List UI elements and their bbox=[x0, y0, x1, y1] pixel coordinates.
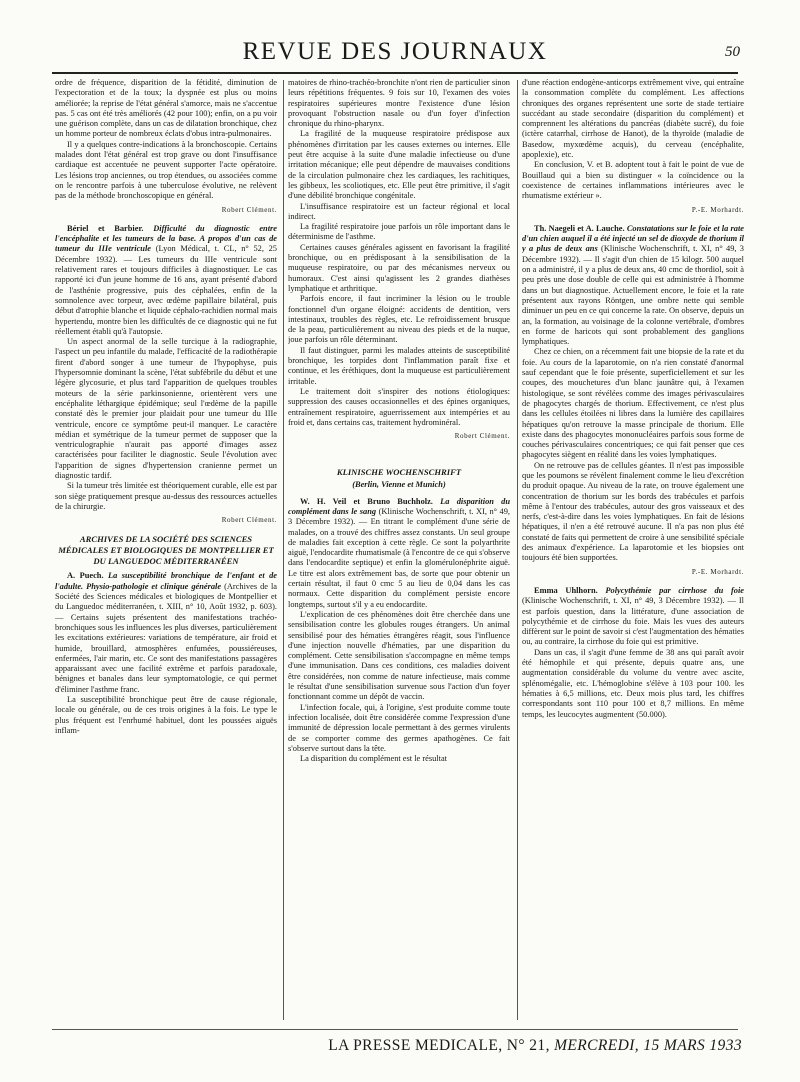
page-number: 50 bbox=[725, 44, 740, 60]
article-entry bbox=[522, 224, 744, 348]
paragraph: d'une réaction endogène-anticorps extrêmement vive, qui entraîne la consommation complète du complément. Les affections chroniques des organes représentent une sorte de stade tertiaire succédant au stade secondaire (disparition du complément) et comprennent les altérations du pancréas (diabète sucré), du foie (ictère catarrhal, cirrhose de Hanot), de la thyroïde (maladie de Basedow, myxœdème acquis), du cerveau (encéphalite, apoplexie), etc. bbox=[522, 78, 744, 160]
column-3 bbox=[522, 78, 744, 1026]
article-title: Polycythémie par cirrhose du foie bbox=[605, 585, 744, 595]
journal-section-heading: KLINISCHE WOCHENSCHRIFT bbox=[336, 467, 462, 478]
paragraph: L'explication de ces phénomènes doit être cherchée dans une sensibilisation contre les globules rouges étrangers. Un animal sensibilisé pour des hématies étrangères réagit, sous l'influence d'une injection nouvelle d'hématies, par une disparition du complément. Cette sensibilisation s'accompagne en même temps d'une immunisation. Dans ces conditions, ces maladies doivent être considérées, non comme de nature infectieuse, mais comme le résultat d'une sensibilisation survenue sous l'action d'un foyer fonctionnant comme un dépôt de vaccin. bbox=[288, 609, 510, 702]
paragraph: L'insuffisance respiratoire est un facteur régional et local indirect. bbox=[288, 201, 510, 221]
paragraph: La fragilité respiratoire joue parfois un rôle important dans le déterminisme de l'asthme. bbox=[288, 222, 510, 242]
author-signature: P.-E. Morhardt. bbox=[691, 205, 744, 214]
article-body: (Lyon Médical, t. CL, n° 52, 25 Décembre 1932). — Les tumeurs du IIIe ventricule sont relativement rares et toujours difficiles à diagnostiquer. Le cas rapporté ici d'un jeune homme de 16 ans, ayant présenté d'abord de l'asthénie progressive, puis des céphalées, enfin de la somnolence avec torpeur, avec œdème papillaire bilatéral, puis début d'atrophie blanche et liquide céphalo-rachidien normal mais hypertendu, montre bien les difficultés de ce diagnostic qui ne fut réellement établi qu'à l'autopsie. bbox=[55, 244, 277, 336]
journal-section-subheading: (Berlin, Vienne et Munich) bbox=[352, 480, 446, 490]
article-body: (Archives de la Société des Sciences médicales et biologiques de Montpellier et du Languedoc méditerranéen, t. XIII, n° 10, Août 1932, p. 603). — Certains sujets présentent des manifestations trachéo-bronchiques sous les influences les plus diverses, particulièrement les excitations extérieures: variations de température, air froid et humide, brouillard, atmosphères enfumées, poussiéreuses, enfermées, l'air marin, etc. Ce sont des manifestations passagères apparaissant avec une facilité extrême et parfois paradoxale, bénignes et banales dans leur symptomatologie, ce qui permet d'éliminer l'asthme franc. bbox=[55, 581, 277, 694]
page-footer bbox=[150, 1037, 742, 1055]
column-1 bbox=[55, 78, 277, 1026]
article-authors: W. H. Veil et Bruno Buchholz. bbox=[300, 496, 433, 506]
footer-date: MERCREDI, 15 MARS 1933 bbox=[554, 1037, 742, 1054]
column-divider bbox=[283, 80, 284, 1020]
author-signature: P.-E. Morhardt. bbox=[691, 567, 744, 576]
article-authors: Th. Naegeli et A. Lauche. bbox=[534, 223, 625, 233]
article-authors: Bériel et Barbier. bbox=[67, 223, 144, 233]
column-divider bbox=[517, 80, 518, 1020]
paragraph: La susceptibilité bronchique peut être de cause régionale, locale ou générale, ou de ces trois origines à la fois. Le type le plus fréquent est l'enrhumé habituel, dont les poussées aiguës inflam- bbox=[55, 695, 277, 735]
article-body: (Klinische Wochenschrift, t. XI, n° 49, 3 Décembre 1932). — Il s'agit d'un chien de 15 kilogr. 500 auquel on a administré, il y a plus de deux ans, 40 cmc de thordiol, soit à peu près une dose double de celle qui est administrée à l'homme dans un but diagnostique. Actuellement encore, le foie et la rate présentent aux rayons Röntgen, une ombre nette qui semble diminuer un peu en ce qui concerne la rate. On observe, depuis un an, la formation, au voisinage de la colonne vertébrale, d'ombres en forme de haricots qui sont probablement des ganglions lymphatiques. bbox=[522, 244, 744, 347]
paragraph: matoires de rhino-trachéo-bronchite n'ont rien de particulier sinon leurs répétitions fréquentes. 9 fois sur 10, l'examen des voies respiratoires supérieures montre l'existence d'une lésion provoquant l'obstruction nasale ou d'un foyer d'infection chronique du rhino-pharynx. bbox=[288, 78, 510, 129]
paragraph: Si la tumeur très limitée est théoriquement curable, elle est par son siège pratiquement presque au-dessus des ressources actuelles de la chirurgie. bbox=[55, 481, 277, 511]
article-entry bbox=[55, 571, 277, 695]
paragraph: La fragilité de la muqueuse respiratoire prédispose aux phénomènes d'irritation par les causes externes ou internes. Elle peut être acquise à la suite d'une maladie infectieuse ou d'une irritation mécanique; elle peut dépendre de mauvaises conditions de la circulation pulmonaire chez les cardiaques, les rachitiques, les gibbeux, les scoliotiques, etc. Elle peut être primitive, il s'agit d'une débilité bronchique congénitale. bbox=[288, 129, 510, 201]
author-signature: Robert Clément. bbox=[221, 516, 277, 525]
article-body: (Klinische Wochenschrift, t. XI, n° 49, 3 Décembre 1932). — En titrant le complément d'une série de malades, on a trouvé des chiffres assez constants. Un seul groupe de maladies fait exception à cette règle. Ce sont la polyarthrite aiguë, l'endocardite rhumatismale (à l'encontre de ce qui s'observe dans l'endocardite septique) et enfin la glomérulonéphrite aiguë. Le titre est alors extrêmement bas, de sorte que pour obtenir un certain résultat, il faut 0 cmc 5 au lieu de 0,04 dans les cas normaux. Cette disparition du complément persiste encore longtemps, surtout s'il y a eu endocardite. bbox=[288, 506, 510, 609]
article-entry bbox=[522, 586, 744, 648]
article-authors: A. Puech. bbox=[67, 571, 104, 581]
article-title: Difficulté du diagnostic entre l'encéphalite et les tumeurs de la base. A propos d'un cas de tumeur du IIIe ventricule bbox=[55, 223, 277, 254]
paragraph: ordre de fréquence, disparition de la fétidité, diminution de l'expectoration et de la toux; la dyspnée est plus ou moins améliorée; la reprise de l'état général s'amorce, mais ne s'accentue pas. 5 cas ont été très améliorés (42 pour 100); enfin, on a pu voir une guérison complète, dans un cas de dilatation bronchique, chez un homme porteur de nombreux éclats d'obus intra-pulmonaires. bbox=[55, 78, 277, 139]
article-entry bbox=[288, 497, 510, 610]
author-signature: Robert Clément. bbox=[221, 205, 277, 214]
footer-journal: LA PRESSE MEDICALE, N° 21, bbox=[328, 1037, 550, 1054]
paragraph: L'infection focale, qui, à l'origine, s'est produite comme toute infection localisée, doit être considérée comme l'expression d'une immunité de dépression locale permettant à des germes virulents de se comporter comme des germes apathogènes. Ce fait s'observe surtout dans la tête. bbox=[288, 702, 510, 753]
paragraph: Parfois encore, il faut incriminer la lésion ou le trouble fonctionnel d'un organe éloigné: accidents de dentition, vers intestinaux, troubles des règles, etc. Le refroidissement brusque de la peau, particulièrement au niveau des pieds et de la nuque, joue parfois un rôle déterminant. bbox=[288, 294, 510, 345]
article-body: (Klinische Wochenschrift, t. XI, n° 49, 3 Décembre 1932). — Il est parfois question, dans la littérature, d'une association de polycythémie et de cirrhose du foie. Mais les vues des auteurs diffèrent sur le point de savoir si c'est l'augmentation des hématies ou, au contraire, la cirrhose du foie qui est primitive. bbox=[522, 596, 744, 647]
paragraph: On ne retrouve pas de cellules géantes. Il n'est pas impossible que les poumons se révèlent finalement comme le lieu d'excrétion du produit opaque. Au niveau de la rate, on trouve également une concentration de thorium sur les bords des trabécules et parfois même à l'entour des trabécules, autour des gros vaisseaux et des nerfs, c'est-à-dire dans les voies lymphatiques. En fait de lésions hépatiques, il n'en a été retrouvé aucune. Il n'a pas non plus été constaté de faits qui permettent de croire à une sensibilité spéciale des animaux d'expérience. La laparotomie et les biopsies ont toujours été bien supportées. bbox=[522, 460, 744, 563]
article-title: La disparition du complément dans le sang bbox=[288, 496, 510, 516]
column-2 bbox=[288, 78, 510, 1026]
journal-section-heading: ARCHIVES DE LA SOCIÉTÉ DES SCIENCES MÉDICALES ET BIOLOGIQUES DE MONTPELLIER ET DU LANGUEDOC MÉDITERRANÉEN bbox=[58, 534, 274, 567]
article-title: La susceptibilité bronchique de l'enfant et de l'adulte. Physio-pathologie et clinique générale bbox=[55, 571, 277, 591]
paragraph: Il faut distinguer, parmi les malades atteints de susceptibilité bronchique, les torpides dont l'inflammation paraît fixe et continue, et les éréthiques, dont la muqueuse est particulièrement irritable. bbox=[288, 345, 510, 386]
article-authors: Emma Uhlhorn. bbox=[534, 585, 598, 595]
page-header bbox=[50, 38, 740, 68]
paragraph: Dans un cas, il s'agit d'une femme de 38 ans qui paraît avoir été hémophile et qui présente, depuis quatre ans, une augmentation considérable du volume du ventre avec ascite, splénomégalie, etc. L'hémoglobine s'élève à 103 pour 100. les hématies à 6,5 millions, etc. Deux mois plus tard, les chiffres correspondants sont 110 pour 100 et 8,7 millions. En même temps, les leucocytes augmentent (50.000). bbox=[522, 647, 744, 719]
journal-section-title: REVUE DES JOURNAUX bbox=[242, 38, 548, 65]
paragraph: Le traitement doit s'inspirer des notions étiologiques: suppression des causes occasionnelles et des épines organiques, entraînement respiratoire, aguerrissement aux intempéries et au froid et, dans certains cas, traitement hydrominéral. bbox=[288, 386, 510, 427]
author-signature: Robert Clément. bbox=[454, 432, 510, 441]
paragraph: La disparition du complément est le résultat bbox=[300, 754, 447, 764]
paragraph: Chez ce chien, on a récemment fait une biopsie de la rate et du foie. Au cours de la laparotomie, on n'a rien constaté d'anormal sauf cependant que le foie présente, superficiellement et sur les coupes, des mouchetures d'un blanc jaunâtre qui, à l'examen histologique, se sont révélées comme des images périvasculaires de phagocytes chargés de thorium. Effectivement, ce n'est plus dans les cellules étoilées ni libres dans la lumière des capillaires hépatiques qu'on retrouve la masse principale de thorium. Elle existe dans des phagocytes mononucléaires parfois sous forme de couches périvasculaires concentriques; ce qui fait penser que ces phagocytes siègent en réalité dans les voies lymphatiques. bbox=[522, 347, 744, 460]
paragraph: Certaines causes générales agissent en favorisant la fragilité bronchique, ou en prédisposant à la sensibilisation de la muqueuse respiratoire, ou par des mécanismes nerveux ou humoraux. C'est ainsi qu'agissent les 2 grandes diathèses lymphatique et arthritique. bbox=[288, 242, 510, 293]
paragraph: En conclusion, V. et B. adoptent tout à fait le point de vue de Bouillaud qui a bien su distinguer « la coïncidence ou la coexistence de certaines inflammations intérieures avec le rhumatisme extérieur ». bbox=[522, 160, 744, 201]
article-title: Constatations sur le foie et la rate d'un chien auquel il a été injecté un sel de dioxyde de thorium il y a plus de deux ans bbox=[522, 223, 744, 254]
paragraph: Un aspect anormal de la selle turcique à la radiographie, l'aspect un peu infantile du malade, l'efficacité de la radiothérapie firent d'abord songer à une tumeur de l'hypophyse, puis l'hypersomnie dominant la scène, l'état subfébrile du début et une légère glycosurie, et plus tard l'apparition de quelques troubles moteurs de la série parkinsonienne, orientèrent vers une encéphalite léthargique épidémique; seul l'œdème de la papille constaté dès le premier jour plaidait pour une tumeur du IIIe ventricule, encore ce symptôme peut-il manquer. Le caractère médian et symétrique de la tumeur permet de supposer que la ventriculographie n'aurait pas apporté d'images assez caractérisées pour faciliter le diagnostic. Seule l'évolution avec l'apparition de signes d'hypertension cranienne permet un diagnostic tardif. bbox=[55, 337, 277, 480]
footer-rule bbox=[52, 1029, 738, 1030]
article-entry bbox=[55, 224, 277, 337]
header-rule bbox=[52, 72, 738, 74]
paragraph: Il y a quelques contre-indications à la bronchoscopie. Certains malades dont l'état général est trop grave ou dont l'insuffisance cardiaque est accentuée ne peuvent supporter l'acte opératoire. Les lésions trop anciennes, ou trop étendues, ou associées comme on le rencontre parfois à une tuberculose évolutive, ne relèvent pas de la méthode bronchoscopique en général. bbox=[55, 139, 277, 201]
